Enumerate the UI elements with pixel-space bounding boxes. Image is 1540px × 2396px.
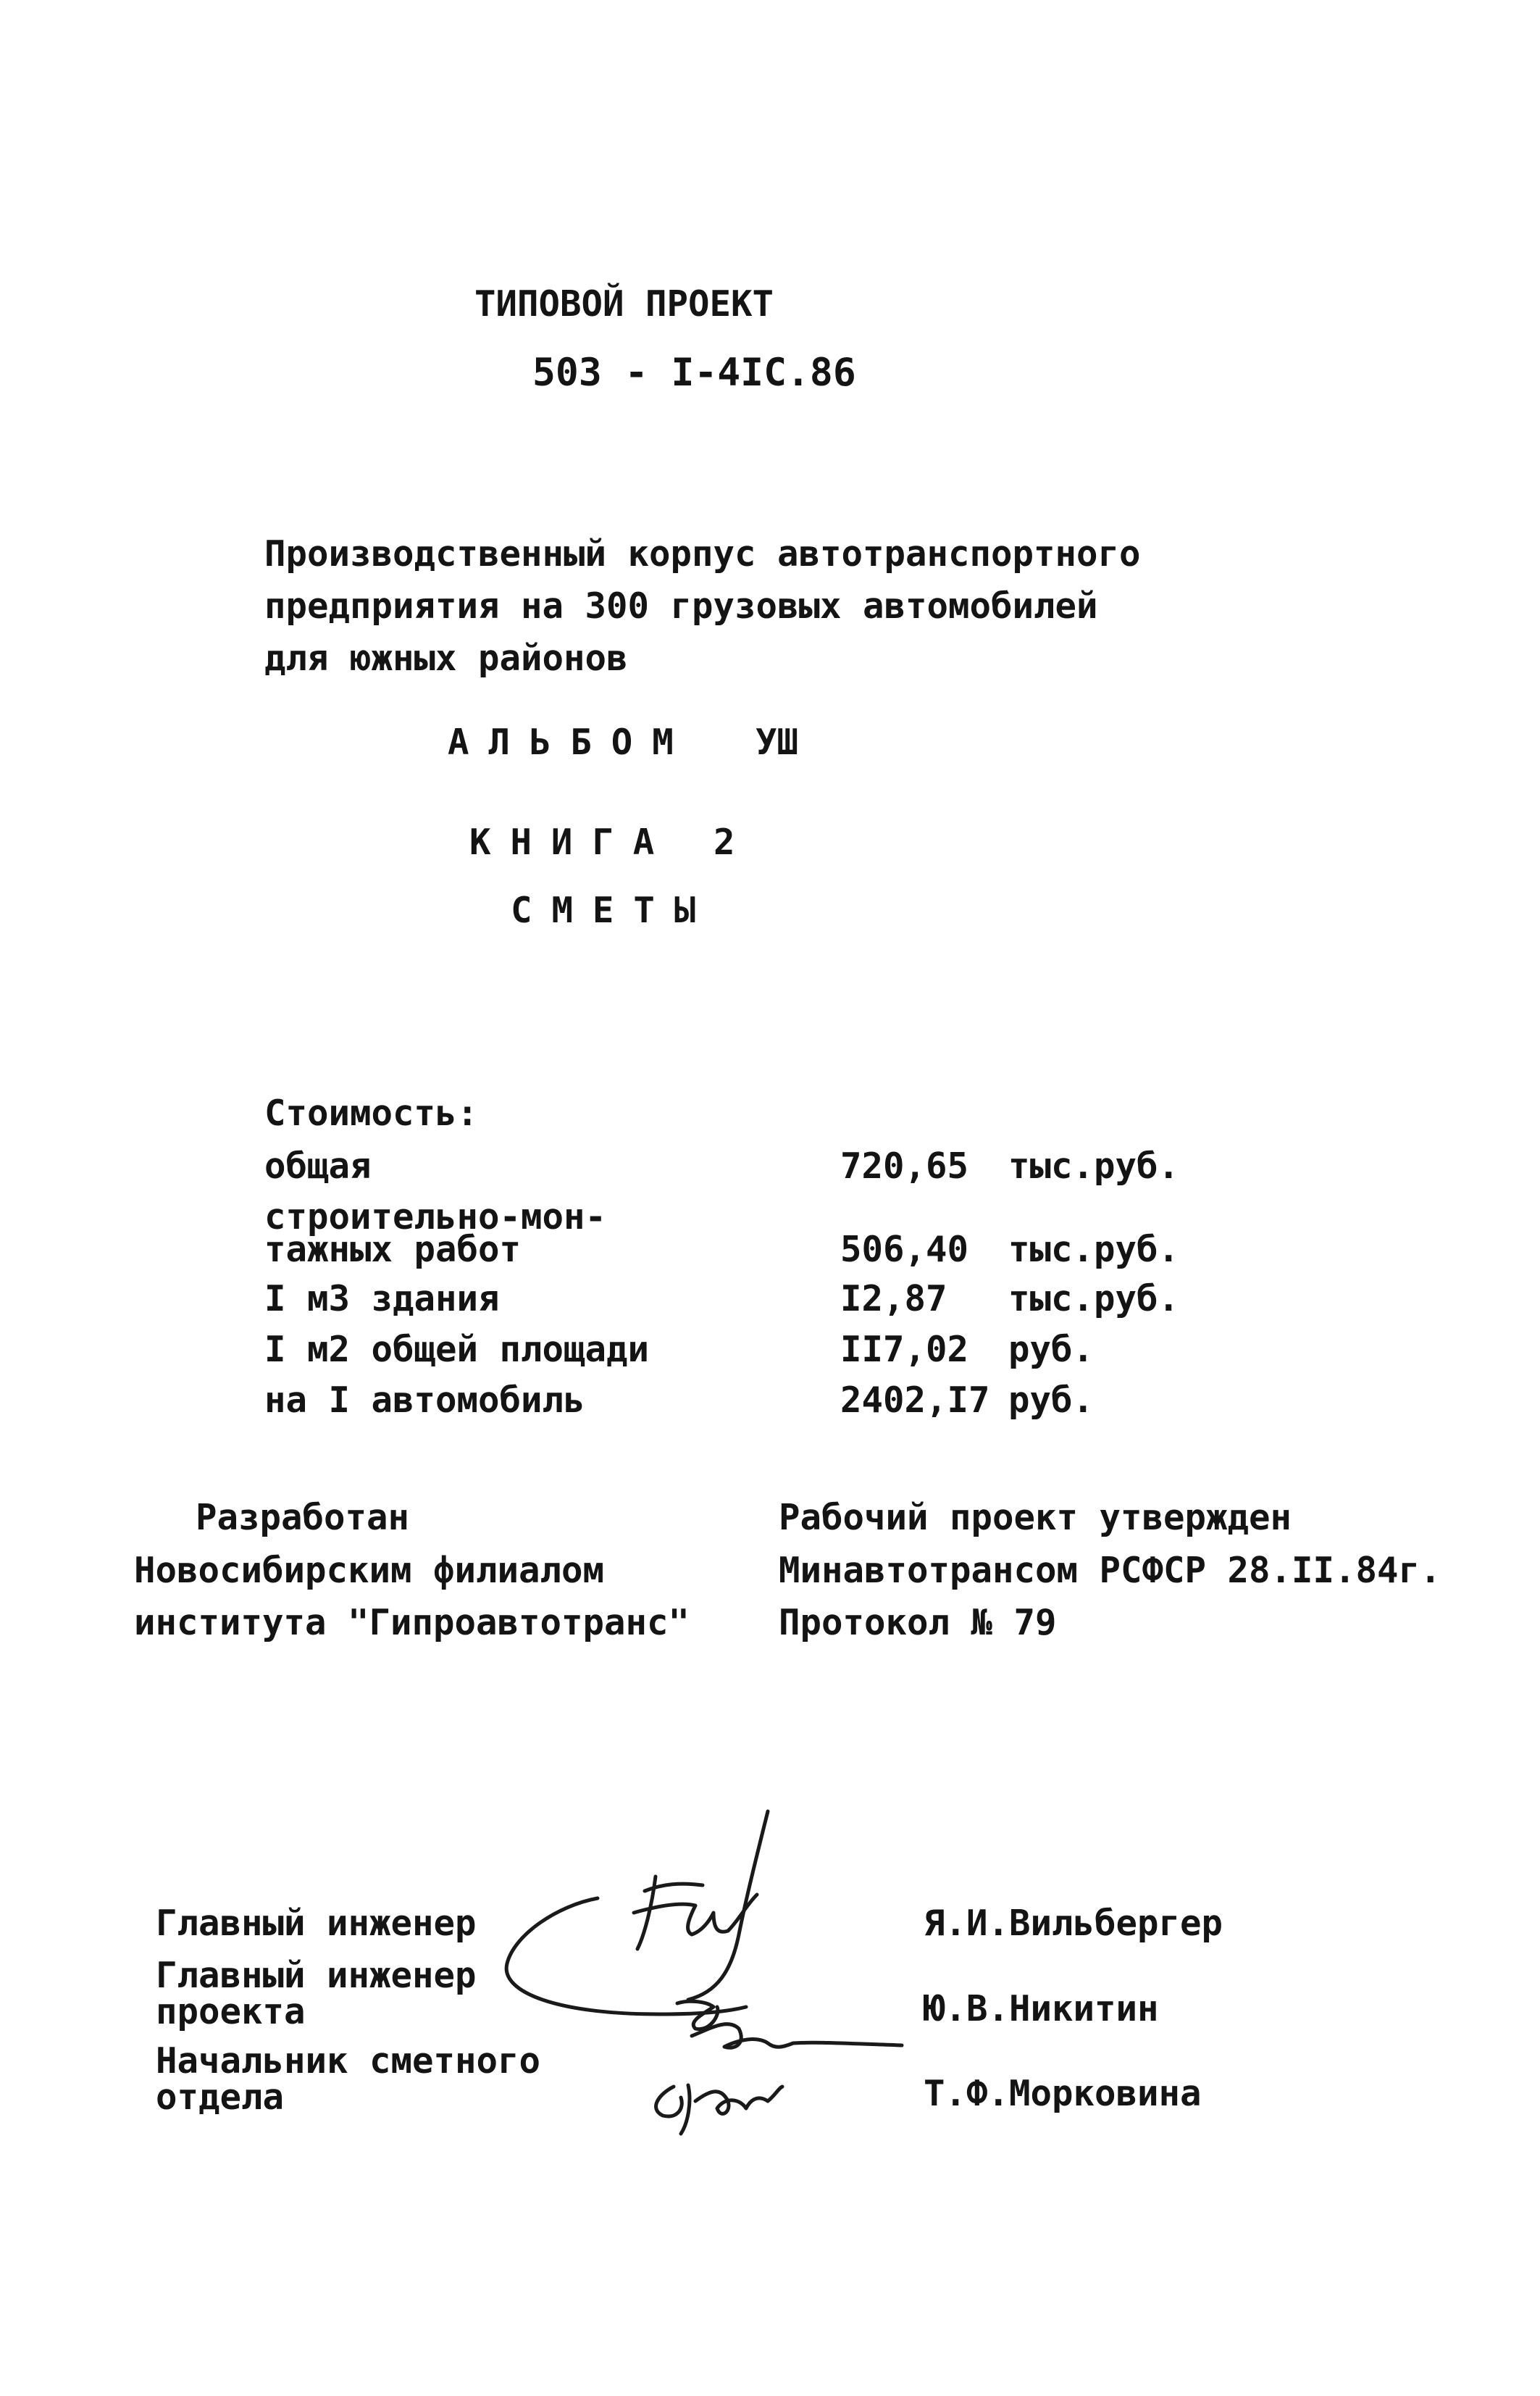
description-line-2: предприятия на 300 грузовых автомобилей [264,585,1098,627]
signer-name: Ю.В.Никитин [924,1988,1159,2029]
developed-line-1: Разработан [196,1497,410,1538]
cost-row-unit: тыс.руб. [1008,1278,1180,1319]
approved-line-1: Рабочий проект утвержден [779,1497,1292,1538]
book-number: 2 [713,822,735,863]
signer-role: Начальник сметного [156,2040,541,2082]
cost-row-name: на I автомобиль [264,1379,585,1421]
section-title: СМЕТЫ [511,890,716,931]
cost-row-unit: руб. [1008,1379,1095,1421]
cost-row-name: I м2 общей площади [264,1329,650,1370]
handwritten-signatures [471,1797,934,2174]
cost-row-value: 506,40 [840,1229,969,1270]
signer-role-cont: отдела [156,2076,285,2118]
description-line-1: Производственный корпус автотранспортного [264,533,1141,575]
cost-row-unit: тыс.руб. [1008,1145,1180,1187]
album-label: АЛЬБОМ [448,722,693,763]
description-line-3: для южных районов [264,638,628,679]
signer-name: Я.И.Вильбергер [924,1903,1223,1944]
cost-row-unit: руб. [1008,1329,1095,1370]
signer-name: Т.Ф.Морковина [924,2073,1202,2114]
developed-line-2: Новосибирским филиалом [134,1550,605,1591]
cost-row-value: II7,02 [840,1329,969,1370]
signer-role-cont: проекта [156,1991,306,2032]
cost-row-name: общая [264,1145,372,1187]
cost-row-name: строительно-мон- [264,1196,607,1237]
cost-row-value: I2,87 [840,1278,947,1319]
book-label: КНИГА [469,822,674,863]
project-number: 503 - I-4IC.86 [532,351,856,395]
cost-row-unit: тыс.руб. [1008,1229,1180,1270]
cost-row-value: 2402,I7 [840,1379,990,1421]
cost-row-name-cont: тажных работ [264,1229,522,1270]
cost-row-name: I м3 здания [264,1278,500,1319]
approved-line-3: Протокол № 79 [779,1602,1057,1643]
project-type-title: ТИПОВОЙ ПРОЕКТ [474,283,774,325]
cost-row-value: 720,65 [840,1145,969,1187]
signer-role: Главный инженер [156,1955,477,1996]
album-number: УШ [756,722,799,763]
signer-role: Главный инженер [156,1903,477,1944]
approved-line-2: Минавтотрансом РСФСР 28.II.84г. [779,1550,1441,1591]
developed-line-3: института "Гипроавтотранс" [134,1602,690,1643]
cost-heading: Стоимость: [264,1093,479,1134]
